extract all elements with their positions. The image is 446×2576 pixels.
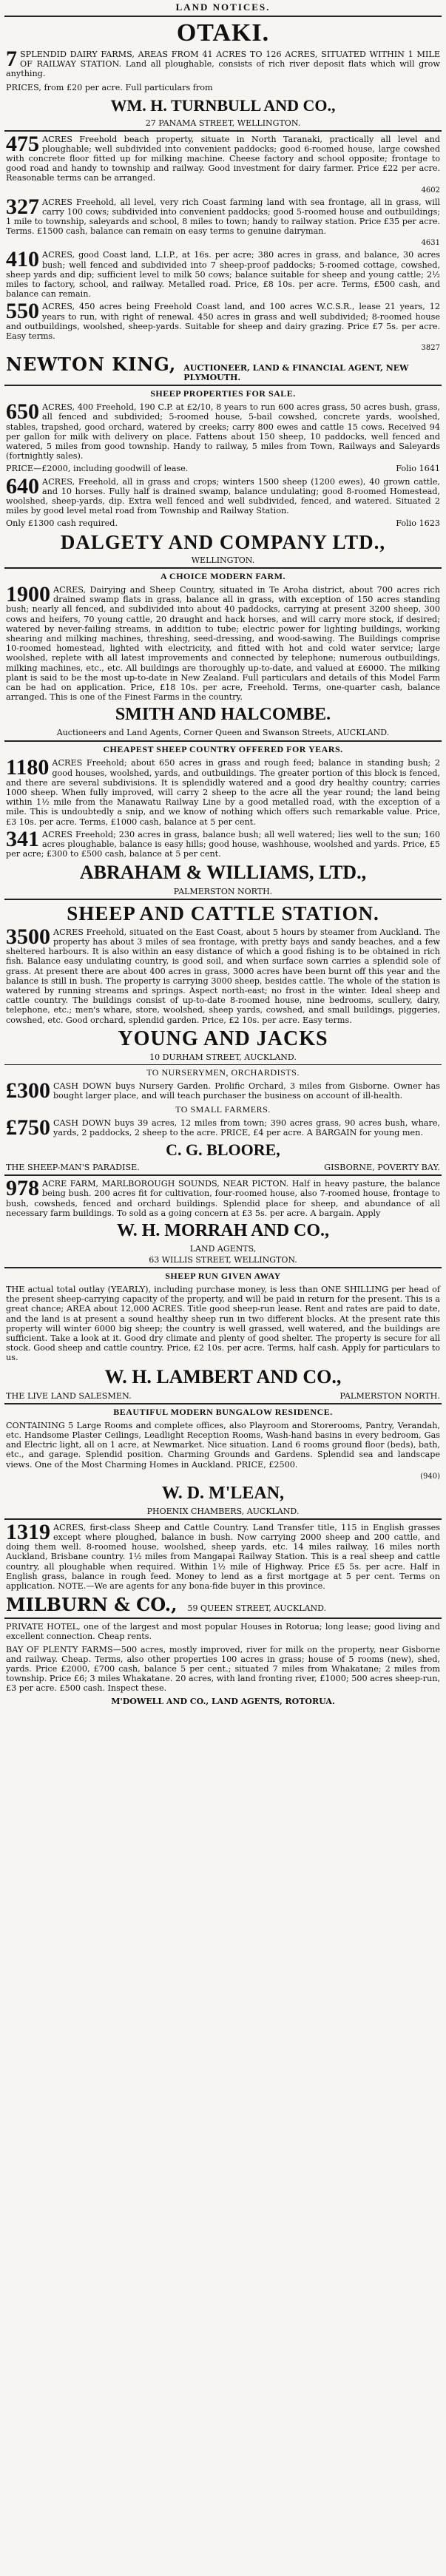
- ad-number: 978: [6, 1176, 39, 1201]
- divider: [4, 567, 442, 569]
- young-jacks-address: 10 DURHAM STREET, AUCKLAND.: [149, 1052, 297, 1063]
- ad-text: ACRES, Dairying and Sheep Country, situated in Te Aroha district, about 700 acres rich drained swamp flats in grass, balance all in grass, with exception of 150 acres standing bush; nearly all fenced, and subdivided into about 40 paddocks, carrying at present 3200 sheep, 300 cows and heifers, 70 young cattle, 20 draught and hack horses, and will carry more stock, if desired; watered by never-failing streams, in addition to tube; electric power for lighting buildings, working shearing and milking machines, threshing, seed-dressing, and wood-sawing. The Buildings comprise 10-roomed homestead, lighted with electricity, and fitted with hot and cold water service; large woolshed, replete with all latest improvements and connected by telephone; numerous outbuildings, milking machines, etc., etc. All buildings are thoroughly up-to-date, and valued at £6000. The milking plant is said to be the most up-to-date in New Zealand. Full particulars and details of this Model Farm can be had on application. Price, £18 10s. per acre, Freehold. Terms, one-quarter cash, balance arranged. This is one of the Finest Farms in the country.: [6, 584, 440, 703]
- turnbull-agent-name: WM. H. TURNBULL AND CO.,: [110, 95, 336, 115]
- ad-text: CASH DOWN buys Nursery Garden. Prolific Orchard, 3 miles from Gisborne. Owner has bought larger place, and will teach purchaser the business on account of ill-health.: [53, 1081, 440, 1101]
- ad-folio: Folio 1623: [396, 518, 440, 529]
- small-farmers-ad: [6, 1115, 440, 1140]
- ad-text: ACRES Freehold, situated on the East Coast, about 5 hours by steamer from Auckland. The property has about 3 miles of sea frontage, with pretty bays and sandy beaches, and a few sheltered harbours. It is also within an easy distance of which a good fishing is to be obtained in rich fish. Balance easy undulating country, is good soil, and when surface sown carries a splendid sole of grass. At present there are about 400 acres in grass, 3000 acres have been burnt off this year and the balance is still in bush. The property is carrying 3000 sheep, besides cattle. The whole of the station is watered by running streams and springs. Aspect north-east; no frost in the winter. Ideal sheep and cattle country. The buildings consist of up-to-date 8-roomed house, nine bedrooms, scullery, dairy, telephone, etc.; men's whare, store, woolshed, sheep yards, cowshed, and small buildings, piggeries, cowshed, etc. Good orchard, splendid garden. Price, £2 10s. per acre. Easy terms.: [6, 927, 440, 1025]
- milburn-address: 59 QUEEN STREET, AUCKLAND.: [187, 1603, 327, 1614]
- newton-ad-327: [6, 194, 440, 237]
- sheep-run-ad: THE actual total outlay (YEARLY), including purchase money, is less than ONE SHILLING per head of the present sheep-carrying capacity of the property, and will be paid in return for the present. This is a great chance; AREA about 12,000 ACRES. Title good sheep-run lease. Rent and rates are paid to date, and the land is at present a sound healthy sheep run in two different blocks. At the present rate this property will winter 6000 big sheep; the country is well grassed, well watered, and the buildings are sufficient. Take a look at it. Good dry climate and plenty of good shelter. The property is secure for all stock. Good sheep and cattle country. Price, £2 10s. per acre. Terms, half cash. Apply for particulars to us.: [6, 1285, 440, 1363]
- ad-number: 1319: [6, 1519, 50, 1544]
- ad-number: 1900: [6, 581, 50, 606]
- bloore-footer: [6, 1163, 440, 1172]
- bungalow-heading: BEAUTIFUL MODERN BUNGALOW RESIDENCE.: [113, 1406, 333, 1417]
- otaki-ad-text: SPLENDID DAIRY FARMS, AREAS FROM 41 ACRES TO 126 ACRES, SITUATED WITHIN 1 MILE OF RAILWAY STATION. Land all ploughable, consists of rich river deposit flats which will grow anything.: [6, 49, 440, 79]
- header-rule: [4, 16, 442, 17]
- ad-number: 327: [6, 194, 39, 219]
- milburn-name: MILBURN & CO.,: [6, 1594, 178, 1616]
- otaki-ad-number: 7: [6, 46, 17, 71]
- sheep-ad-640: [6, 473, 440, 516]
- bloore-name: C. G. BLOORE,: [166, 1140, 280, 1159]
- sheep-ad-650: [6, 399, 440, 462]
- otaki-heading: OTAKI.: [176, 19, 270, 47]
- ad-number: 341: [6, 826, 39, 851]
- turnbull-agent-address: 27 PANAMA STREET, WELLINGTON.: [145, 118, 301, 128]
- page-header: LAND NOTICES.: [175, 1, 271, 13]
- nurserymen-heading: TO NURSERYMEN, ORCHARDISTS.: [146, 1067, 300, 1078]
- ad-price: Only £1300 cash required.: [6, 518, 118, 529]
- divider: [4, 1403, 442, 1404]
- cattle-station-heading: SHEEP AND CATTLE STATION.: [67, 902, 379, 925]
- mclean-name: W. D. M'LEAN,: [161, 1483, 285, 1503]
- ad-number: £300: [6, 1078, 50, 1103]
- modern-farm-heading: A CHOICE MODERN FARM.: [161, 570, 285, 581]
- lambert-tag: THE LIVE LAND SALESMEN.: [6, 1390, 132, 1401]
- lambert-footer: [6, 1391, 440, 1401]
- modern-farm-ad: [6, 581, 440, 703]
- newton-ad-475: [6, 131, 440, 183]
- ad-text: ACRES Freehold, all level, very rich Coast farming land with sea frontage, all in grass, will carry 100 cows; subdivided into convenient paddocks; good 5-roomed house and outbuildings; 1 mile to township, saleyards and school, 8 miles to town; handy to railway station. Price £35 per acre. Terms. £1500 cash, balance can remain on easy terms to genuine dairyman.: [6, 197, 440, 237]
- ad-text: ACRES, 450 acres being Freehold Coast land, and 100 acres W.C.S.R., lease 21 years, 12 years to run, with right of renewal. 450 acres in grass and well subdivided; 8-roomed house and outbuildings, woolshed, sheep-yards. Suitable for sheep and dairy grazing. Price £7 5s. per acre. Easy terms.: [6, 302, 440, 341]
- divider: [4, 1174, 442, 1176]
- abraham-williams-name: ABRAHAM & WILLIAMS, LTD.,: [79, 862, 367, 884]
- bloore-tag: THE SHEEP-MAN'S PARADISE.: [6, 1162, 140, 1172]
- sheep-ad-650-footer: [6, 464, 440, 473]
- ad-number: 3500: [6, 924, 50, 949]
- otaki-prices: PRICES, from £20 per acre. Full particulars from: [6, 83, 213, 93]
- mclean-address: PHOENIX CHAMBERS, AUCKLAND.: [146, 1506, 300, 1516]
- morrah-ad: [6, 1176, 440, 1218]
- ad-number: £750: [6, 1115, 50, 1140]
- bungalow-ad: CONTAINING 5 Large Rooms and complete offices, also Playroom and Storerooms, Pantry, Verandah, etc. Handsome Plaster Ceilings, Leadlight Reception Rooms, Wash-hand basins in every bedroom, Gas and Electric light, all on 1 acre, at Newmarket. Nice situation. Land 6 rooms ground floor (beds), bath, etc., and garage. Splendid position. Charming Grounds and Gardens. Splendid sea and landscape views. One of the Most Charming Homes in Auckland. PRICE, £2500.: [6, 1420, 440, 1470]
- ad-text: CASH DOWN buys 39 acres, 12 miles from town; 390 acres grass, 90 acres bush, whare, yards, 2 paddocks, 2 sheep to the acre. PRICE, £4 per acre. A BARGAIN for young men.: [53, 1118, 440, 1137]
- lambert-name: W. H. LAMBERT AND CO.,: [104, 1365, 342, 1387]
- bungalow-folio: (940): [420, 1472, 440, 1481]
- small-farmers-heading: TO SMALL FARMERS.: [175, 1103, 271, 1115]
- divider: [4, 385, 442, 386]
- morrah-address: 63 WILLIS STREET, WELLINGTON.: [149, 1255, 297, 1265]
- ad-text: ACRES, good Coast land, L.I.P., at 16s. per acre; 380 acres in grass, and balance, 30 acres bush; well fenced and subdivided into 7 sheep-proof paddocks; 5-roomed cottage, cowshed, sheep yards and dip; sufficient level to milk 50 cows; balance suitable for sheep and young cattle; 2½ miles to factory, school, and railway. Metalled road. Price, £8 10s. per acre. Terms, £500 cash, and balance can remain.: [6, 250, 440, 300]
- ad-text: ACRES Freehold beach property, situate in North Taranaki, practically all level and ploughable; well subdivided into convenient paddocks; good 6-roomed house, large cowshed with concrete floor fitted up for milking machine. Cheese factory and school opposite; frontage to good road and handy to township and railway. Good investment for dairy farmer. Price £22 per acre. Reasonable terms can be arranged.: [6, 134, 440, 183]
- abraham-williams-address: PALMERSTON NORTH.: [173, 887, 273, 897]
- newton-ad-410: [6, 247, 440, 300]
- ad-text: ACRES, first-class Sheep and Cattle Country. Land Transfer title, 115 in English grasses except where ploughed, balance in bush. Now carrying 2000 sheep and 200 cattle, and doing them well. 8-roomed house, woolshed, sheep yards, etc. 14 miles railway, 16 miles north Auckland, Brisbane country. 1½ miles from Mangapai Railway Station. This is a real sheep and cattle country, all ploughable when required. Within 1½ mile of Highway. Price £5 5s. per acre. Half in English grass, balance in rough feed. Money to lend as a first mortgage at 5 per cent. Terms on application. NOTE.—We are agents for any bona-fide buyer in this province.: [6, 1522, 440, 1592]
- ad-folio: 3827: [421, 344, 440, 353]
- ad-price: PRICE—£2000, including goodwill of lease.: [6, 464, 189, 474]
- ad-number: 410: [6, 247, 39, 272]
- lambert-address: PALMERSTON NORTH.: [339, 1390, 440, 1401]
- bay-of-plenty-ad: BAY OF PLENTY FARMS—500 acres, mostly improved, river for milk on the property, near Gisborne and railway. Cheap. Terms, also other properties 100 acres in grass; house of 5 rooms (new), shed, yards. Price £2000, £700 cash, balance 5 per cent.; situated 7 miles from Whakatane; 2 miles from township. Price £6; 3 miles Whakatane. 20 acres, with land fronting river, £1000; 500 acres sheep-run, £3 per acre. £500 cash. Inspect these.: [6, 1644, 440, 1694]
- otaki-ad: [6, 46, 440, 79]
- ad-text: ACRES, 400 Freehold, 190 C.P. at £2/10, 8 years to run 600 acres grass, 50 acres bush, grass, all fenced and subdivided; 5-roomed house, 5-bail cowshed, concrete yards, woolshed, stables, trapshed, good orchard, watered by creeks; carry 800 ewes and cattle 15 cows. Received 94 per gallon for milk with delivery on place. Fattens about 150 sheep, 10 paddocks, well fenced and watered, 5 miles from good township. Handy to railway, 5 miles from Town, Railways and Saleyards (fortnightly sales).: [6, 402, 440, 462]
- morrah-name: W. H. MORRAH AND CO.,: [116, 1221, 330, 1240]
- cattle-station-ad: [6, 924, 440, 1025]
- bloore-address: GISBORNE, POVERTY BAY.: [324, 1162, 440, 1172]
- newton-king-name: NEWTON KING,: [6, 354, 177, 376]
- ad-number: 1180: [6, 755, 50, 780]
- cheapest-ad-341: [6, 826, 440, 859]
- ad-text: ACRES Freehold; 230 acres in grass, balance bush; all well watered; lies well to the sun; 160 acres ploughable, balance is easy hills; good house, washhouse, woolshed and yards. Price, £5 per acre; £300 to £500 cash, balance at 5 per cent.: [6, 829, 440, 859]
- newton-king-tag: AUCTIONEER, LAND & FINANCIAL AGENT, NEW PLYMOUTH.: [183, 363, 409, 383]
- smith-halcombe-name: SMITH AND HALCOMBE.: [115, 705, 331, 725]
- dalgety-name: DALGETY AND COMPANY LTD.,: [60, 530, 386, 553]
- divider: [4, 130, 442, 132]
- divider: [4, 1617, 442, 1619]
- young-jacks-name: YOUNG AND JACKS: [118, 1027, 328, 1050]
- ad-number: 650: [6, 399, 39, 425]
- sheep-ad-640-footer: [6, 518, 440, 528]
- ad-folio: Folio 1641: [396, 464, 440, 474]
- sheep-sale-heading: SHEEP PROPERTIES FOR SALE.: [150, 388, 296, 399]
- dalgety-address: WELLINGTON.: [191, 555, 255, 565]
- morrah-tag: LAND AGENTS,: [189, 1244, 257, 1254]
- divider: [4, 899, 442, 900]
- divider: [4, 740, 442, 742]
- newton-ad-550: [6, 299, 440, 341]
- milburn-block: [6, 1594, 440, 1615]
- smith-halcombe-tag: Auctioneers and Land Agents, Corner Queen and Swanson Streets, AUCKLAND.: [56, 728, 390, 738]
- ad-text: ACRE FARM, MARLBOROUGH SOUNDS, NEAR PICTON. Half in heavy pasture, the balance being bush. 200 acres fit for cultivation, four-roomed house, also 7-roomed house, frontage to bush, cowsheds, fenced and orchard buildings. Splendid place for sheep, and abundance of all necessary farm buildings. To sold as a going concern at £3 5s. per acre. A bargain. Apply: [6, 1179, 440, 1218]
- cheapest-heading: CHEAPEST SHEEP COUNTRY OFFERED FOR YEARS.: [103, 744, 343, 755]
- divider: [4, 1518, 442, 1520]
- divider: [4, 1064, 442, 1065]
- milburn-ad: [6, 1519, 440, 1592]
- cheapest-ad-1180: [6, 755, 440, 827]
- ad-number: 550: [6, 299, 39, 324]
- ad-folio: 4602: [421, 186, 440, 195]
- sheep-run-heading: SHEEP RUN GIVEN AWAY: [165, 1271, 281, 1281]
- ad-text: ACRES, Freehold, all in grass and crops; winters 1500 sheep (1200 ewes), 40 grown cattle, and 10 horses. Fully half is drained swamp, balance undulating; good 8-roomed Homestead, woolshed, sheep-yards, dip. Extra well fenced and well subdivided, fenced, and watered. Situated 2 miles by good level metal road from Township and Railway Station.: [6, 476, 440, 516]
- nursery-ad: [6, 1078, 440, 1103]
- ad-number: 475: [6, 131, 39, 156]
- divider: [4, 1267, 442, 1268]
- ad-number: 640: [6, 473, 39, 498]
- ad-text: ACRES Freehold; about 650 acres in grass and rough feed; balance in standing bush; 2 good houses, woolshed, yards, and outbuildings. The greater portion of this block is fenced, and there are several subdivisions. It is splendidly watered and a good dry healthy country; carries 1000 sheep. When fully improved, will carry 2 sheep to the acre all the year round; the land being within 1½ mile from the Manawatu Railway Line by a good metalled road, with the exception of a mile. This is undoubtedly a snip, and we know of nothing which offers such remarkable value. Price, £3 10s. per acre. Terms, £1000 cash, balance at 5 per cent.: [6, 758, 440, 827]
- mcdowell-agent: M'DOWELL AND CO., LAND AGENTS, ROTORUA.: [111, 1696, 335, 1706]
- newton-king-block: [6, 354, 440, 382]
- ad-folio: 4631: [421, 239, 440, 248]
- private-hotel-ad: PRIVATE HOTEL, one of the largest and most popular Houses in Rotorua; long lease; good living and excellent connection. Cheap rents.: [6, 1622, 440, 1642]
